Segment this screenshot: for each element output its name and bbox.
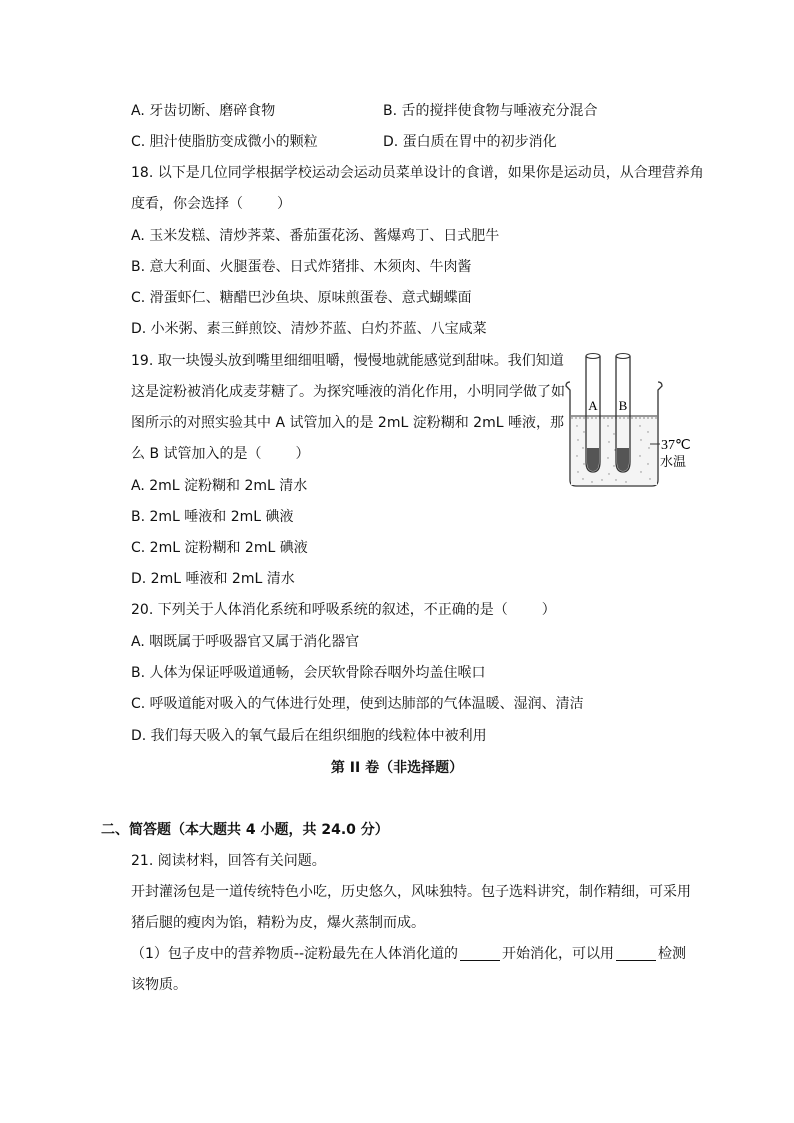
q17-option-d: D. 蛋白质在胃中的初步消化 — [383, 134, 557, 150]
water-label: 水温 — [660, 455, 687, 470]
q19-stem-line1: 19. 取一块馒头放到嘴里细细咀嚼，慢慢地就能感觉到甜味。我们知道 — [131, 353, 564, 369]
q21-subquestion-1-cont: 该物质。 — [131, 977, 187, 993]
q18-stem-close: ） — [277, 196, 291, 212]
q18-stem-line1: 18. 以下是几位同学根据学校运动会运动员菜单设计的食谱，如果你是运动员，从合理营养角 — [131, 165, 704, 181]
tube-b-label: B — [618, 398, 628, 413]
q18-option-a: A. 玉米发糕、清炒荠菜、番茄蛋花汤、酱爆鸡丁、日式肥牛 — [131, 228, 500, 244]
temp-label: 37℃ — [661, 438, 691, 453]
beaker-experiment-figure — [562, 352, 712, 492]
answer-blank — [616, 960, 656, 961]
q19-option-d: D. 2mL 唾液和 2mL 清水 — [131, 571, 295, 587]
q18-option-d: D. 小米粥、素三鲜煎饺、清炒芥蓝、白灼芥蓝、八宝咸菜 — [131, 321, 487, 337]
q19-stem-line4 — [131, 444, 310, 464]
section-heading: 二、简答题（本大题共 4 小题，共 24.0 分） — [101, 822, 389, 838]
q19-option-a: A. 2mL 淀粉糊和 2mL 清水 — [131, 478, 308, 494]
q18-stem-text: 度看，你会选择（ — [131, 196, 243, 212]
q20-option-a: A. 咽既属于呼吸器官又属于消化器官 — [131, 634, 360, 650]
q19-option-c: C. 2mL 淀粉糊和 2mL 碘液 — [131, 540, 308, 556]
q20-stem-text: 20. 下列关于人体消化系统和呼吸系统的叙述，不正确的是（ — [131, 602, 508, 618]
tube-a-liquid — [587, 448, 599, 471]
water-body — [571, 416, 657, 485]
q20-stem — [131, 600, 556, 620]
q19-option-b: B. 2mL 唾液和 2mL 碘液 — [131, 509, 294, 525]
q19-stem-text: 么 B 试管加入的是（ — [131, 446, 262, 462]
q21-subquestion-1 — [131, 944, 686, 964]
answer-blank — [460, 960, 500, 961]
q18-option-c: C. 滑蛋虾仁、糖醋巴沙鱼块、原味煎蛋卷、意式蝴蝶面 — [131, 290, 472, 306]
q20-option-c: C. 呼吸道能对吸入的气体进行处理，使到达肺部的气体温暖、湿润、清洁 — [131, 696, 584, 712]
q20-stem-close: ） — [541, 602, 556, 618]
q21-sub1-text-b: 开始消化，可以用 — [502, 946, 615, 962]
q20-option-d: D. 我们每天吸入的氧气最后在组织细胞的线粒体中被利用 — [131, 728, 487, 744]
q21-sub1-text-c: 检测 — [658, 946, 687, 962]
q17-option-a: A. 牙齿切断、磨碎食物 — [131, 103, 276, 119]
q17-option-b: B. 舌的搅拌使食物与唾液充分混合 — [383, 103, 598, 119]
q19-stem-line3: 图所示的对照实验其中 A 试管加入的是 2mL 淀粉糊和 2mL 唾液，那 — [131, 415, 564, 431]
q19-stem-close: ） — [295, 446, 310, 462]
q17-option-c: C. 胆汁使脂肪变成微小的颗粒 — [131, 134, 318, 150]
tube-a-label: A — [588, 398, 598, 413]
q21-stem: 21. 阅读材料，回答有关问题。 — [131, 853, 326, 869]
tube-b-liquid — [617, 448, 629, 471]
q20-option-b: B. 人体为保证呼吸道通畅，会厌软骨除吞咽外均盖住喉口 — [131, 665, 486, 681]
q19-stem-line2: 这是淀粉被消化成麦芽糖了。为探究唾液的消化作用，小明同学做了如 — [131, 384, 565, 400]
part-two-title: 第 II 卷（非选择题） — [330, 760, 464, 776]
q21-sub1-text-a: （1）包子皮中的营养物质--淀粉最先在人体消化道的 — [131, 946, 459, 962]
q21-material-line1: 开封灌汤包是一道传统特色小吃，历史悠久，风味独特。包子选料讲究，制作精细，可采用 — [131, 884, 691, 900]
q21-material-line2: 猪后腿的瘦肉为馅，精粉为皮，爆火蒸制而成。 — [131, 915, 425, 931]
q18-option-b: B. 意大利面、火腿蛋卷、日式炸猪排、木须肉、牛肉酱 — [131, 259, 472, 275]
q18-stem-line2 — [131, 194, 291, 214]
